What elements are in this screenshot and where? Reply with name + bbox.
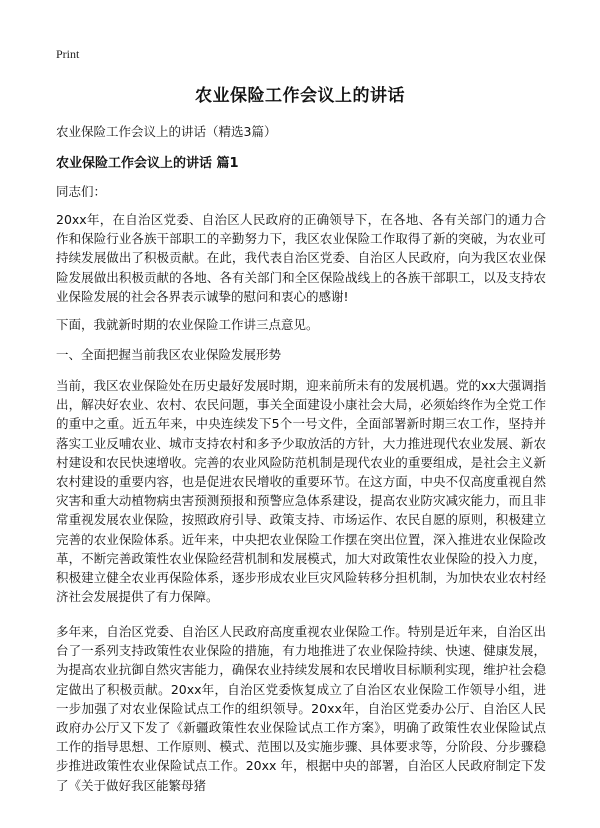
document-subtitle: 农业保险工作会议上的讲话（精选3篇） bbox=[56, 124, 277, 139]
page-title: 农业保险工作会议上的讲话 bbox=[195, 86, 405, 106]
greeting: 同志们： bbox=[56, 184, 107, 199]
paragraph-subheading: 一、全面把握当前我区农业保险发展形势 bbox=[56, 347, 282, 362]
paragraph-regional-efforts: 多年来，自治区党委、自治区人民政府高度重视农业保险工作。特别是近年来，自治区出台了一系列支持政策性农业保险的措施，有力地推进了农业保险持续、快速、健康发展，为提高农业抗御自然灾害能力，确保农业持续发展和农民增收目标顺利实现，维护社会稳定做出了积极贡献。20xx年，自治区党委恢复成立了自治区农业保险工作领导小组，进一步加强了对农业保险试点工作的组织领导。20xx年，自治区党委办公厅、自治区人民政府办公厅又下发了《新疆政策性农业保险试点工作方案》，明确了政策性农业保险试点工作的指导思想、工作原则、模式、范围以及实施步骤、具体要求等，分阶段、分步骤稳步推进政策性农业保险试点工作。20xx 年，根据中央的部署，自治区人民政府制定下发了《关于做好我区能繁母猪 bbox=[56, 624, 546, 793]
print-label[interactable]: Print bbox=[56, 47, 80, 61]
paragraph-current-situation: 当前，我区农业保险处在历史最好发展时期，迎来前所未有的发展机遇。党的xx大强调指出，解决好农业、农村、农民问题，事关全面建设小康社会大局，必须始终作为全党工作的重中之重。近五年来，中央连续发下5个一号文件，全面部署新时期三农工作，坚持并落实工业反哺农业、城市支持农村和多予少取放活的方针，大力推进现代农业发展、新农村建设和农民快速增收。完善的农业风险防范机制是现代农业的重要组成，是社会主义新农村建设的重要内容，也是促进农民增收的重要环节。在这方面，中央不仅高度重视自然灾害和重大动植物病虫害预测预报和预警应急体系建设，提高农业防灾减灾能力，而且非常重视发展农业保险，按照政府引导、政策支持、市场运作、农民自愿的原则，积极建立完善的农业保险体系。近年来，中央把农业保险工作摆在突出位置，深入推进农业保险改革，不断完善政策性农业保险经营机制和发展模式，加大对政策性农业保险的投入力度，积极建立健全农业再保险体系，逐步形成农业巨灾风险转移分担机制，为加快农业农村经济社会发展提供了有力保障。 bbox=[56, 378, 546, 605]
paragraph-outline: 下面，我就新时期的农业保险工作讲三点意见。 bbox=[56, 317, 319, 332]
paragraph-intro: 20xx年，在自治区党委、自治区人民政府的正确领导下，在各地、各有关部门的通力合作和保险行业各族干部职工的辛勤努力下，我区农业保险工作取得了新的突破，为农业可持续发展做出了积极贡献。在此，我代表自治区党委、自治区人民政府，向为我区农业保险发展做出积极贡献的各地、各有关部门和全区保险战线上的各族干部职工，以及支持农业保险发展的社会各界表示诚挚的慰问和衷心的感谢! bbox=[56, 212, 546, 304]
section-heading: 农业保险工作会议上的讲话 篇1 bbox=[56, 156, 239, 171]
